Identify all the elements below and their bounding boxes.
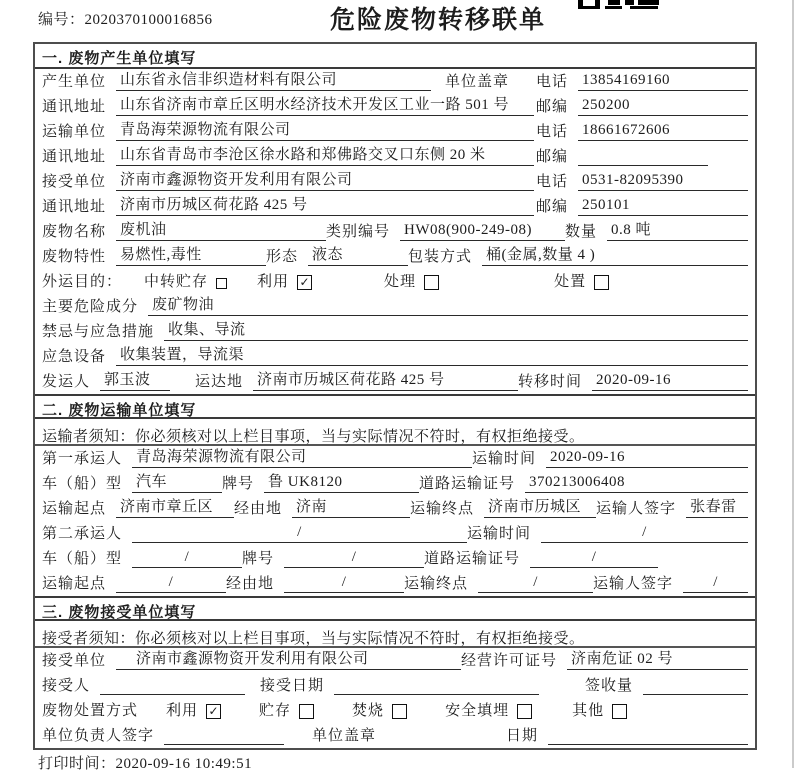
option-store (259, 699, 314, 720)
carrier1-value: 青岛海荣源物流有限公司 (132, 445, 472, 468)
carrier-sign-label: 运输人签字 (593, 576, 674, 592)
permit-value: 济南危证 02 号 (567, 647, 748, 670)
receive-unit-label: 接受单位 (42, 653, 107, 669)
waste-name-row (35, 219, 755, 244)
print-time (38, 752, 796, 773)
transfer-purpose-row (35, 269, 755, 294)
plate-label: 牌号 (242, 551, 275, 567)
page-title: 危险废物转移联单 (329, 6, 547, 34)
origin-label: 运输起点 (42, 576, 107, 592)
waste-name-label: 废物名称 (42, 224, 107, 240)
option-label: 其他 (572, 703, 605, 719)
producer-value: 山东省永信非织造材料有限公司 (116, 68, 431, 91)
receive-unit-row (35, 648, 755, 673)
unit-seal-label: 单位盖章 (445, 74, 510, 90)
transporter-address-row (35, 144, 755, 169)
option-label: 安全填埋 (445, 703, 510, 719)
option-incinerate (352, 699, 407, 720)
purpose-label: 外运目的： (42, 274, 123, 290)
via-label: 经由地 (234, 501, 283, 517)
waste-name-value: 废机油 (116, 218, 326, 241)
vehicle2-row (35, 546, 755, 571)
receiver-value: 济南市鑫源物资开发利用有限公司 (116, 168, 534, 191)
via-label: 经由地 (226, 576, 275, 592)
receive-person-value (100, 677, 245, 695)
qr-code-fragment (578, 0, 664, 9)
producer-label: 产生单位 (42, 74, 107, 90)
destination-value: 济南市历城区荷花路 425 号 (253, 368, 518, 391)
receive-person-label: 接受人 (42, 678, 91, 694)
shipper-label: 发运人 (42, 374, 91, 390)
option-transfer-storage (144, 270, 227, 291)
receiver-row (35, 169, 755, 194)
producer-zip-value: 250200 (578, 97, 748, 116)
option-label: 焚烧 (352, 703, 385, 719)
option-label: 处置 (554, 274, 587, 290)
checkbox-checked (297, 275, 312, 290)
receive-unit-value: 济南市鑫源物资开发利用有限公司 (116, 647, 461, 670)
carrier1-row (35, 446, 755, 471)
carrier2-value: / (132, 524, 467, 543)
responsible-sign-value (164, 727, 284, 745)
manifest-form (33, 42, 757, 750)
shipper-row (35, 369, 755, 394)
check-mark: ✓ (299, 275, 310, 289)
transport-time-label: 运输时间 (467, 526, 532, 542)
producer-phone-value: 13854169160 (578, 72, 748, 91)
checkbox-checked (206, 704, 221, 719)
zip-label: 邮编 (535, 99, 568, 115)
option-label: 利用 (257, 274, 290, 290)
date-value (548, 727, 748, 745)
origin-label: 运输起点 (42, 501, 107, 517)
phone-label: 电话 (535, 124, 568, 140)
origin1-value: 济南市章丘区 (116, 495, 234, 518)
checkbox-unchecked (392, 704, 407, 719)
transporter-zip-value (578, 148, 708, 166)
road-license-label: 道路运输证号 (424, 551, 521, 567)
packing-value: 桶(金属,数量 4 ) (482, 243, 748, 266)
signature-row (35, 723, 755, 748)
received-amount-value (643, 677, 748, 695)
hazard-row (35, 294, 755, 319)
document-header (0, 0, 796, 42)
hazard-value: 废矿物油 (148, 293, 748, 316)
page-edge-line (792, 0, 794, 768)
transporter-value: 青岛海荣源物流有限公司 (116, 118, 534, 141)
quantity-label: 数量 (565, 224, 598, 240)
hazard-label: 主要危险成分 (42, 299, 139, 315)
check-mark: ✓ (208, 704, 219, 718)
transporter-label: 运输单位 (42, 124, 107, 140)
receive-date-label: 接受日期 (260, 678, 325, 694)
transfer-time-label: 转移时间 (518, 374, 583, 390)
route2-row (35, 571, 755, 596)
plate2-value: / (284, 549, 424, 568)
phone-label: 电话 (535, 74, 568, 90)
option-utilize (257, 270, 312, 291)
endpoint-label: 运输终点 (410, 501, 475, 517)
waste-traits-row (35, 244, 755, 269)
print-time-value: 2020-09-16 10:49:51 (115, 756, 253, 772)
producer-row (35, 69, 755, 94)
equipment-label: 应急设备 (42, 349, 107, 365)
endpoint-label: 运输终点 (404, 576, 469, 592)
carrier2-label: 第二承运人 (42, 526, 123, 542)
plate1-value: 鲁 UK8120 (264, 470, 419, 493)
traits-label: 废物特性 (42, 249, 107, 265)
vehicle-type2-value: / (132, 549, 242, 568)
endpoint2-value: / (478, 574, 593, 593)
transport-time1-value: 2020-09-16 (546, 449, 748, 468)
disposal-method-row (35, 698, 755, 723)
received-amount-label: 签收量 (584, 678, 633, 694)
checkbox-unchecked (424, 275, 439, 290)
option-label: 利用 (166, 703, 199, 719)
section1-heading: 一. 废物产生单位填写 (35, 44, 755, 69)
receive-date-value (334, 677, 539, 695)
zip-label: 邮编 (535, 149, 568, 165)
print-time-label: 打印时间： (38, 756, 116, 772)
taboo-row (35, 319, 755, 344)
checkbox-unchecked (612, 704, 627, 719)
receiver-zip-value: 250101 (578, 197, 748, 216)
shipper-value: 郭玉波 (100, 368, 170, 391)
checkbox-unchecked (216, 278, 227, 289)
option-label: 中转贮存 (144, 274, 209, 290)
category-value: HW08(900-249-08) (400, 222, 565, 241)
option-utilize (166, 699, 221, 720)
checkbox-unchecked (299, 704, 314, 719)
taboo-value: 收集、导流 (164, 318, 748, 341)
taboo-label: 禁忌与应急措施 (42, 324, 155, 340)
endpoint1-value: 济南市历城区 (484, 495, 596, 518)
zip-label: 邮编 (535, 199, 568, 215)
transporter-row (35, 119, 755, 144)
via2-value: / (284, 574, 404, 593)
producer-address-value: 山东省济南市章丘区明水经济技术开发区工业一路 501 号 (116, 93, 534, 116)
route1-row (35, 496, 755, 521)
transfer-time-value: 2020-09-16 (592, 372, 748, 391)
section2-heading: 二. 废物运输单位填写 (35, 394, 755, 419)
option-dispose (554, 270, 609, 291)
disposal-method-label: 废物处置方式 (42, 703, 139, 719)
address-label: 通讯地址 (42, 149, 107, 165)
option-label: 处理 (384, 274, 417, 290)
receiver-phone-value: 0531-82095390 (578, 172, 748, 191)
receiver-address-value: 济南市历城区荷花路 425 号 (116, 193, 534, 216)
road-license-label: 道路运输证号 (419, 476, 516, 492)
receive-person-row (35, 673, 755, 698)
section3-heading: 三. 废物接受单位填写 (35, 596, 755, 621)
transport-time2-value: / (541, 524, 748, 543)
section3-notice: 接受者须知：你必须核对以上栏目事项，当与实际情况不符时，有权拒绝接受。 (35, 621, 755, 648)
road-license1-value: 370213006408 (525, 474, 748, 493)
section2-notice: 运输者须知：你必须核对以上栏目事项，当与实际情况不符时，有权拒绝接受。 (35, 419, 755, 446)
carrier-sign2-value: / (683, 574, 748, 593)
quantity-value: 0.8 吨 (607, 218, 748, 241)
receiver-address-row (35, 194, 755, 219)
packing-label: 包装方式 (408, 249, 473, 265)
carrier-sign1-value: 张春雷 (686, 495, 748, 518)
receiver-label: 接受单位 (42, 174, 107, 190)
doc-number (38, 8, 213, 29)
option-landfill (445, 699, 532, 720)
producer-address-row (35, 94, 755, 119)
option-label: 贮存 (259, 703, 292, 719)
address-label: 通讯地址 (42, 199, 107, 215)
carrier1-label: 第一承运人 (42, 451, 123, 467)
doc-number-value: 2020370100016856 (84, 12, 213, 28)
via1-value: 济南 (292, 495, 410, 518)
category-label: 类别编号 (326, 224, 391, 240)
unit-seal-label: 单位盖章 (312, 728, 377, 744)
checkbox-unchecked (594, 275, 609, 290)
vehicle1-row (35, 471, 755, 496)
checkbox-unchecked (517, 704, 532, 719)
road-license2-value: / (530, 549, 658, 568)
destination-label: 运达地 (195, 374, 244, 390)
plate-label: 牌号 (222, 476, 255, 492)
transport-time-label: 运输时间 (472, 451, 537, 467)
origin2-value: / (116, 574, 226, 593)
responsible-sign-label: 单位负责人签字 (42, 728, 155, 744)
date-label: 日期 (505, 728, 538, 744)
form-label: 形态 (266, 249, 299, 265)
vehicle-type1-value: 汽车 (132, 470, 222, 493)
address-label: 通讯地址 (42, 99, 107, 115)
equipment-row (35, 344, 755, 369)
carrier2-row (35, 521, 755, 546)
vehicle-type-label: 车（船）型 (42, 551, 123, 567)
phone-label: 电话 (535, 174, 568, 190)
permit-label: 经营许可证号 (461, 653, 558, 669)
carrier-sign-label: 运输人签字 (596, 501, 677, 517)
equipment-value: 收集装置，导流渠 (116, 343, 748, 366)
option-other (572, 699, 627, 720)
doc-number-label: 编号： (38, 12, 85, 28)
transporter-phone-value: 18661672606 (578, 122, 748, 141)
vehicle-type-label: 车（船）型 (42, 476, 123, 492)
option-treat (384, 270, 439, 291)
traits-value: 易燃性,毒性 (116, 243, 266, 266)
transporter-address-value: 山东省青岛市李沧区徐水路和郑佛路交叉口东侧 20 米 (116, 143, 534, 166)
form-value: 液态 (308, 243, 408, 266)
